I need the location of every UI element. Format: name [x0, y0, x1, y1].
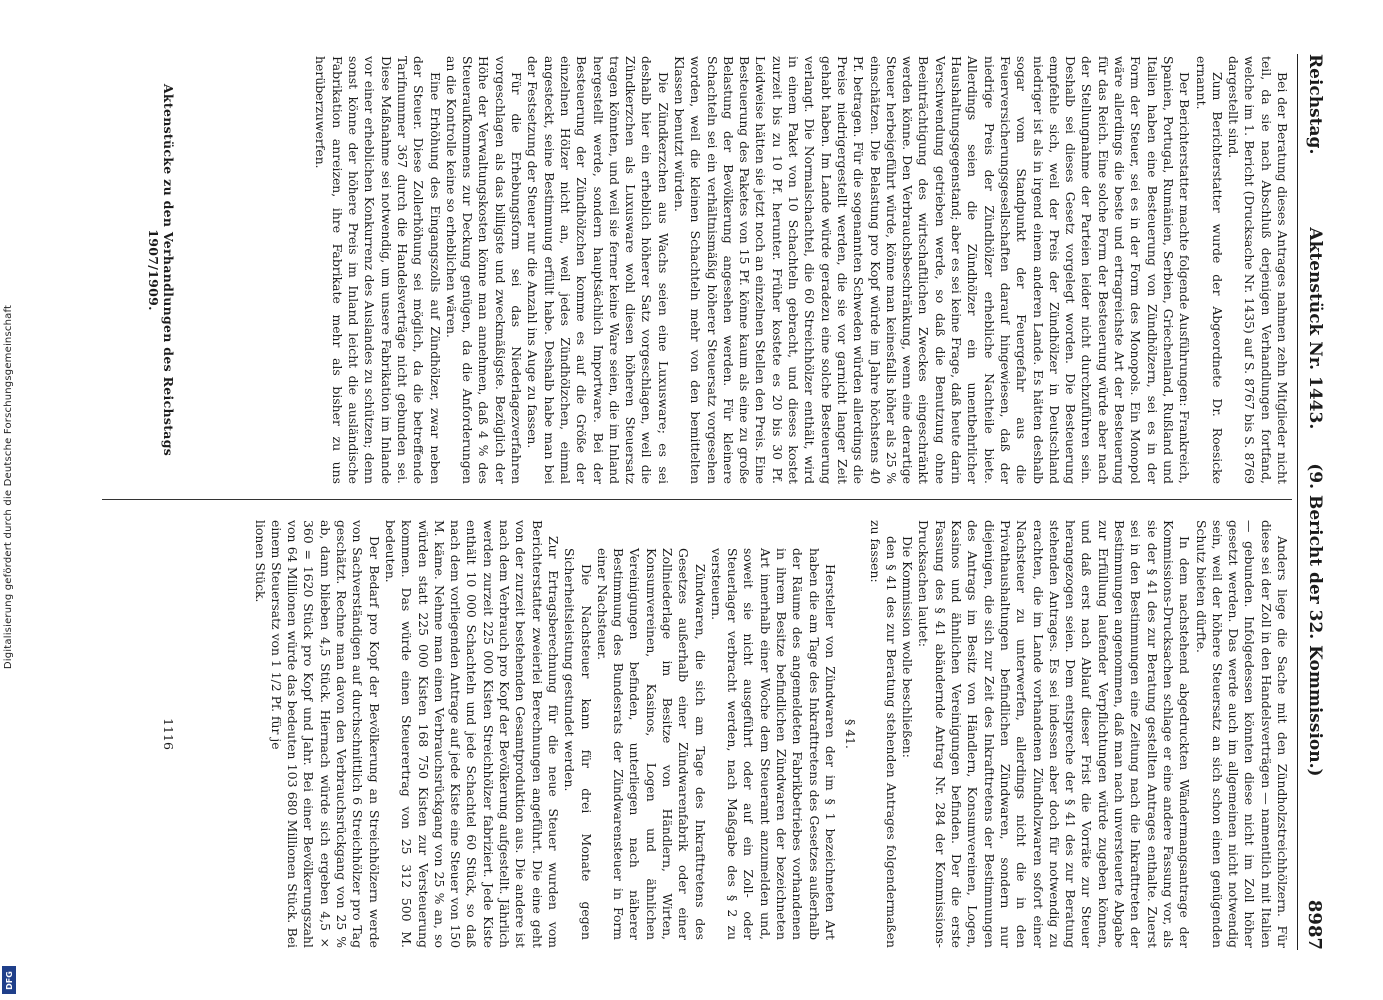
- page-number: 1116: [161, 718, 176, 750]
- paragraph: Eine Erhöhung des Eingangszolls auf Zündhölzer, zwar neben der Steuer. Diese Zollerhöhung sei möglich, da die betreffende Tarifnummer 367 durch die Handelsverträge nicht gebunden sei. Diese Maßnahme sei notwendig, um unsere Fabrikation im Inlande vor einer erheblichen Konkurrenz des Auslandes zu schützen; denn sonst könne der höhere Preis im Inland leicht die ausländische Fabrikation anreizen, ihre Fabrikate mehr als bisher zu uns herüberzuwerfen.: [313, 56, 443, 484]
- paragraph: Die Nachsteuer kann für drei Monate gegen Sicherheitsleistung gestundet werden.: [562, 548, 594, 940]
- paragraph: Bei der Beratung dieses Antrages nahmen zehn Mitglieder nicht teil, da sie nach Abschluß derjenigen Verhandlungen fortfand, welche im 1. Bericht (Drucksache Nr. 1435) auf S. 8767 bis S. 8769 dargestellt sind.: [1226, 56, 1290, 484]
- header-page-ref: 8987: [1304, 899, 1325, 950]
- paragraph: Anders liege die Sache mit den Zündholzstreichhölzern. Für diese sei der Zoll in den Handelsverträgen — namentlich mit Italien — gebunden. Infolgedessen könnten diese nicht im Zoll höher gesetzt werden. Das werde auch im allgemeinen nicht notwendig sein, weil der höhere Steuersatz an sich schon einen genügenden Schutz bieten dürfte.: [1193, 520, 1290, 948]
- paragraph: Zum Berichterstatter wurde der Abgeordnete Dr. Roesicke ernannt.: [1193, 56, 1225, 484]
- paragraph: Die Kommission wolle beschließen:: [900, 536, 916, 758]
- header-bericht: (9. Bericht der 32. Kommission.): [1305, 463, 1325, 777]
- dfg-logo: [2, 966, 16, 994]
- paragraph: Zündwaren, die sich am Tage des Inkrafttretens des Gesetzes außerhalb einer Zündwarenfabrik oder einer Zollniederlage im Besitze von Händlern, Wirten, Konsumvereinen, Kasinos, Logen und ähnlichen Vereinigungen befinden, unterliegen nach näherer Bestimmung des Bundesrats der Zündwarensteuer in Form einer Nachsteuer.: [594, 548, 708, 940]
- paragraph: Die Zündkerzchen aus Wachs seien eine Luxusware; es sei deshalb hier ein erheblich höherer Satz vorgeschlagen, weil die Zündkerzchen als Luxusware wohl diesen höheren Steuersatz tragen könnten, und weil sie ferner keine Ware seien, die im Inland hergestellt werde, sondern hauptsächlich Importware. Bei der Besteuerung der Zündhölzchen komme es auf die Größe der einzelnen Hölzer nicht an, weil jedes Zündhölzchen, einmal angesteckt, seine Bestimmung erfüllt habe. Deshalb habe man bei der Festsetzung der Steuer nur die Anzahl ins Auge zu fassen.: [525, 56, 671, 484]
- paragraph-tail: lionen Stück.: [252, 520, 268, 603]
- right-column: [251, 520, 1290, 948]
- paragraph: In dem nachstehend abgedruckten Wändermangsantrage der Kommissions-Drucksachen schlage er eine andere Fassung vor, als sie der § 41 des zur Beratung gestellten Antrages enthalte. Zuerst sei in den Bestimmungen eine Zeitung nach die Inkrafttreten der Bestimmungen angenommen, daß man nach unversteuerte Abgabe zur Erfüllung laufender Verpflichtungen würde zugeben können, und daß erst nach Ablauf dieser Frist die Vorräte zur Steuer herangezogen seien. Dem entspreche der § 41 des zur Beratung stehenden Antrages. Es sei indessen aber doch für notwendig zu erachten, die im Lande vorhandenen Zündholzwaren sofort einer Nachsteuer zu unterwerfen, allerdings nicht die in den Privathaushaltungen befindlichen Zündwaren, sondern nur diejenigen, die sich zur Zeit des Inkrafttretens der Bestimmungen des Antrags im Besitz von Händlern, Konsumvereinen, Logen, Kasinos und ähnlichen Vereinigungen befinden. Der die erste Fassung des § 41 abändernde Antrag Nr. 284 der Kommissions-Drucksachen lautet:: [916, 520, 1193, 948]
- left-column: [312, 56, 1290, 484]
- amendment-text: [561, 520, 838, 948]
- header-aktenstueck: Aktenstück Nr. 1443.: [1305, 227, 1325, 430]
- left-margin: [0, 0, 40, 1000]
- dfg-logo-text: DFG: [4, 970, 14, 990]
- digitization-credit: Digitalisierung gefördert durch die Deutsche Forschungsgemeinschaft: [3, 304, 14, 670]
- paragraph: den § 41 des zur Beratung stehenden Antrages folgendermaßen zu fassen:: [867, 520, 899, 948]
- page-header: [1297, 54, 1330, 950]
- paragraph: Der Bedarf pro Kopf der Bevölkerung an Streichhölzern werde von Sachverständigen auf durchschnittlich 6 Streichhölzer pro Tag geschätzt. Rechne man davon den Verbrauchsrückgang von 25 % ab, dann blieben 4,5 Stück. Hiernach würde sich ergeben 4,5 × 360 = 1620 Stück pro Kopf und Jahr. Bei einer Bevölkerungszahl von 64 Millionen würde das bedeuten 103 680 Millionen Stück. Bei einem Steuersatz von 1 1/2 Pf. für je: [268, 520, 382, 948]
- scanned-page: [46, 20, 1336, 980]
- section-heading: § 41.: [843, 719, 859, 749]
- paragraph: Für die Erhebungsform sei das Niederlagezverfahren vorgeschlagen als das billigste und zweckmäßigste. Bezüglich der Höhe der Verwaltungskosten könne man annehmen, daß 4 % des Steueraufkommens zur Deckung genügen, da die Anforderungen an die Kontrolle keine so erheblichen wären.: [443, 56, 525, 484]
- header-title: [1305, 54, 1325, 950]
- paragraph: Hersteller von Zündwaren der im § 1 bezeichneten Art haben die am Tage des Inkrafttretens des Gesetzes außerhalb der Räume des angemeldeten Fabrikbetriebes vorhandenen in ihrem Besitze befindlichen Zündwaren der bezeichneten Art innerhalb einer Woche dem Steueramt anzumelden und, soweit sie nicht ausgeführt oder auf ein Zoll- oder Steuerlager verbracht werden, nach Maßgabe des § 2 zu versteuern.: [708, 548, 838, 940]
- header-reichstag: Reichstag.: [1305, 54, 1325, 155]
- paragraph: Der Berichterstatter machte folgende Ausführungen: Frankreich, Spanien, Portugal, Rumänien, Serbien, Griechenland, Rußland und Italien haben eine Besteuerung von Zündhölzern, sei es in der Form der Steuer, sei es in der Form des Monopols. Ein Monopol wäre allerdings die beste und ertragreichste Art der Besteuerung für das Reich. Eine solche Form der Besteuerung würde aber nach der Stellungnahme der Parteien leider nicht durchzuführen sein. Deshalb sei dieses Gesetz vorgelegt worden. Die Besteuerung empfehle sich, weil der Preis der Zündhölzer in Deutschland niedriger ist als in irgend einem anderen Lande. Es hätten deshalb sogar vom Standpunkt der Feuergefahr aus die Feuerversicherungsgesellschaften darauf hingewiesen, daß der niedrige Preis der Zündhölzer erhebliche Nachteile biete. Allerdings seien die Zündhölzer ein unentbehrlicher Haushaltungsgegenstand; aber es sei keine Frage, daß heute darin Verschwendung getrieben werde, so daß die Benutzung ohne Beeinträchtigung des wirtschaftlichen Zweckes eingeschränkt werden könne. Den Verbrauchsbeschränkung, wenn eine derartige Steuer herbeigeführt würde, könne man keinesfalls höher als 25 % einschätzen. Die Belastung pro Kopf würde im Jahre höchstens 40 Pf. betragen. Für die sogenannten Schweden würden allerdings die Preise niedrigergestellt werden, die sie vor garnicht langer Zeit gehabt haben. Im Lande würde geradezu eine solche Besteuerung verlangt. Die Normalschachtel, die 60 Streichhölzer enthält, wird in einem Paket von 10 Schachteln gebracht, und dieses kostet zurzeit bis zu 10 Pf. herunter. Früher kostete es 20 bis 30 Pf. Leidweise hätten sie jetzt noch an einzelnen Stellen den Preis. Eine Besteuerung des Paketes von 15 Pf. könne kaum als eine zu große Belastung der Bevölkerung angesehen werden. Für kleinere Schachteln sei ein verhältnismäßig höherer Steuersatz vorgesehen worden, weil die kleinen Schachteln mehr von den bemittelten Klassen benutzt würden.: [672, 56, 1193, 484]
- left-footer: Aktenstücke zu den Verhandlungen des Reichstags 1907/1909.: [146, 83, 176, 457]
- column-divider: [102, 499, 1292, 500]
- paragraph: Zur Ertragsberechnung für die neue Steuer wurden vom Berichterstatter zweierlei Berechnungen angeführt. Die eine geht von der zurzeit bestehenden Gesamtproduktion aus. Die andere ist nach dem Verbrauch pro Kopf der Bevölkerung aufgestellt. Jährlich werden zurzeit 225 000 Kisten Streichhölzer fabriziert. Jede Kiste enthält 10 000 Schachteln und jede Schachtel 60 Stück, so daß nach dem vorliegenden Antrage auf jede Kiste eine Steuer von 150 M. käme. Nehme man einen Verbrauchsrückgang von 25 % an, so würden statt 225 000 Kisten 168 750 Kisten zur Versteuerung kommen. Das würde einen Steuerertrag von 25 312 500 M. bedeuten.: [382, 520, 561, 948]
